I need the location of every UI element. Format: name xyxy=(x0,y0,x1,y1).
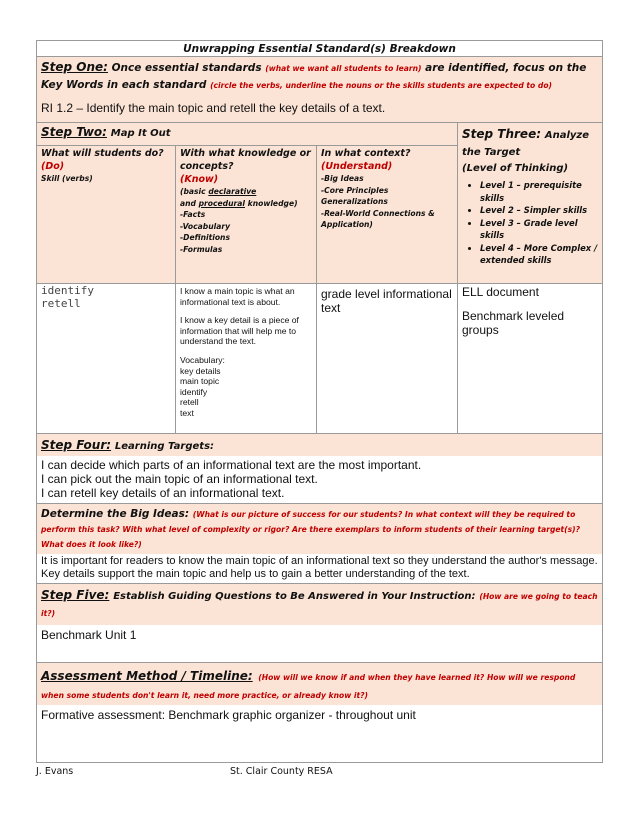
assessment-section xyxy=(37,663,603,763)
step-five-section xyxy=(37,584,603,663)
know-sub2: and xyxy=(180,198,199,208)
know-sub1: (basic xyxy=(180,187,209,196)
step-one-label: Step One: xyxy=(41,60,108,74)
understand-item: -Real-World Connections & Application) xyxy=(321,208,435,229)
assessment-value: Formative assessment: Benchmark graphic organizer - throughout unit xyxy=(41,708,416,722)
step-four-text: Learning Targets: xyxy=(114,441,215,452)
assessment-note: (How will we know if and when they have learned it? How will we respond when some students don't learn it, need more practice, or already know it?) xyxy=(41,673,576,700)
understand-tag: (Understand) xyxy=(321,161,393,172)
assessment-label: Assessment Method / Timeline: xyxy=(41,669,253,683)
level-item: • Level 2 – Simpler skills xyxy=(480,204,598,217)
do-tag: (Do) xyxy=(41,161,65,172)
step-three-text: Analyze the Target xyxy=(462,130,590,158)
step-three-sub: (Level of Thinking) xyxy=(462,163,569,174)
big-idea-text: Key details support the main topic and help us to gain a better understanding of the text. xyxy=(41,568,470,580)
know-heading: With what knowledge or concepts? xyxy=(180,148,311,172)
step-four-section xyxy=(37,434,603,504)
understand-item: -Big Ideas xyxy=(321,174,364,183)
understand-heading: In what context? xyxy=(321,148,411,159)
step-five-note: (How are we going to teach it?) xyxy=(41,592,598,618)
step-one-note2: (circle the verbs, underline the nouns or the skills students are expected to do) xyxy=(210,81,553,90)
breakdown-table xyxy=(36,40,603,763)
step-three-value-1: ELL document xyxy=(462,285,539,299)
step-four-label: Step Four: xyxy=(41,438,112,452)
step-one-text2: are identified, focus on the Key Words in each standard xyxy=(41,62,587,91)
step-two-text: Map It Out xyxy=(110,128,171,139)
learning-target: I can decide which parts of an informational text are the most important. xyxy=(41,458,422,472)
know-heading-cell xyxy=(176,146,317,284)
learning-target: I can retell key details of an informational text. xyxy=(41,486,285,500)
vocab-item: main topic xyxy=(180,376,220,387)
understand-value-cell xyxy=(317,284,458,434)
know-sub2b: knowledge) xyxy=(245,198,298,208)
step-three-value-2: Benchmark leveled groups xyxy=(462,309,565,337)
know-item: -Formulas xyxy=(180,244,223,254)
step-five-text: Establish Guiding Questions to Be Answered in Your Instruction: xyxy=(113,591,476,602)
step-three-cell xyxy=(458,123,603,284)
know-item: -Vocabulary xyxy=(180,221,231,231)
level-item: • Level 4 – More Complex / extended skills xyxy=(480,242,598,267)
footer-org: St. Clair County RESA xyxy=(230,766,333,777)
step-five-value: Benchmark Unit 1 xyxy=(41,628,137,642)
vocab-item: text xyxy=(180,407,194,418)
vocab-item: retell xyxy=(180,397,199,408)
do-heading-cell xyxy=(37,146,176,284)
vocab-item: key details xyxy=(180,365,221,376)
big-idea-text: It is important for readers to know the main topic of an informational text so they understand the author's message. xyxy=(41,555,598,567)
big-ideas-note: (What is our picture of success for our students? In what context will they be required to perform this task? With what level of complexity or rigor? Are there exemplars to inform students of their learning target(s)? What does it look like?) xyxy=(41,510,581,549)
do-heading: What will students do? xyxy=(41,148,164,159)
understand-item: -Core Principles Generalizations xyxy=(321,185,389,206)
do-value: retell xyxy=(41,297,81,310)
know-tag: (Know) xyxy=(180,174,219,185)
do-value: identify xyxy=(41,284,94,297)
document-title: Unwrapping Essential Standard(s) Breakdown xyxy=(37,41,603,57)
level-item: • Level 3 – Grade level skills xyxy=(480,217,598,242)
know-sub1u: declarative xyxy=(208,187,257,196)
understand-value: grade level informational text xyxy=(321,287,452,315)
step-two-label: Step Two: xyxy=(41,125,107,139)
footer-author: J. Evans xyxy=(36,766,74,777)
vocab-label: Vocabulary: xyxy=(180,354,225,365)
do-sub: Skill (verbs) xyxy=(41,174,93,183)
know-item: -Definitions xyxy=(180,233,230,242)
know-paragraph-1: I know a main topic is what an informational text is about. xyxy=(180,286,295,307)
know-item: -Facts xyxy=(180,210,206,219)
big-ideas-section xyxy=(37,504,603,584)
step-two-header xyxy=(37,123,458,146)
level-item: • Level 1 – prerequisite skills xyxy=(480,179,598,204)
step-three-label: Step Three: xyxy=(462,127,542,141)
big-ideas-label: Determine the Big Ideas: xyxy=(41,508,190,520)
learning-target: I can pick out the main topic of an informational text. xyxy=(41,472,318,486)
understand-heading-cell xyxy=(317,146,458,284)
step-one-section xyxy=(37,57,603,123)
step-one-note1: (what we want all students to learn) xyxy=(265,64,422,73)
step-five-label: Step Five: xyxy=(41,588,110,602)
step-three-values-cell xyxy=(458,284,603,434)
do-values-cell xyxy=(37,284,176,434)
worksheet-page xyxy=(36,40,602,763)
know-values-cell xyxy=(176,284,317,434)
step-one-text: Once essential standards xyxy=(111,62,262,74)
know-paragraph-2: I know a key detail is a piece of information that will help me to understand the text. xyxy=(180,315,299,347)
levels-list xyxy=(462,179,598,267)
vocab-item: identify xyxy=(180,386,208,397)
standard-text: RI 1.2 – Identify the main topic and retell the key details of a text. xyxy=(41,101,386,115)
know-sub2u: procedural xyxy=(198,198,245,208)
